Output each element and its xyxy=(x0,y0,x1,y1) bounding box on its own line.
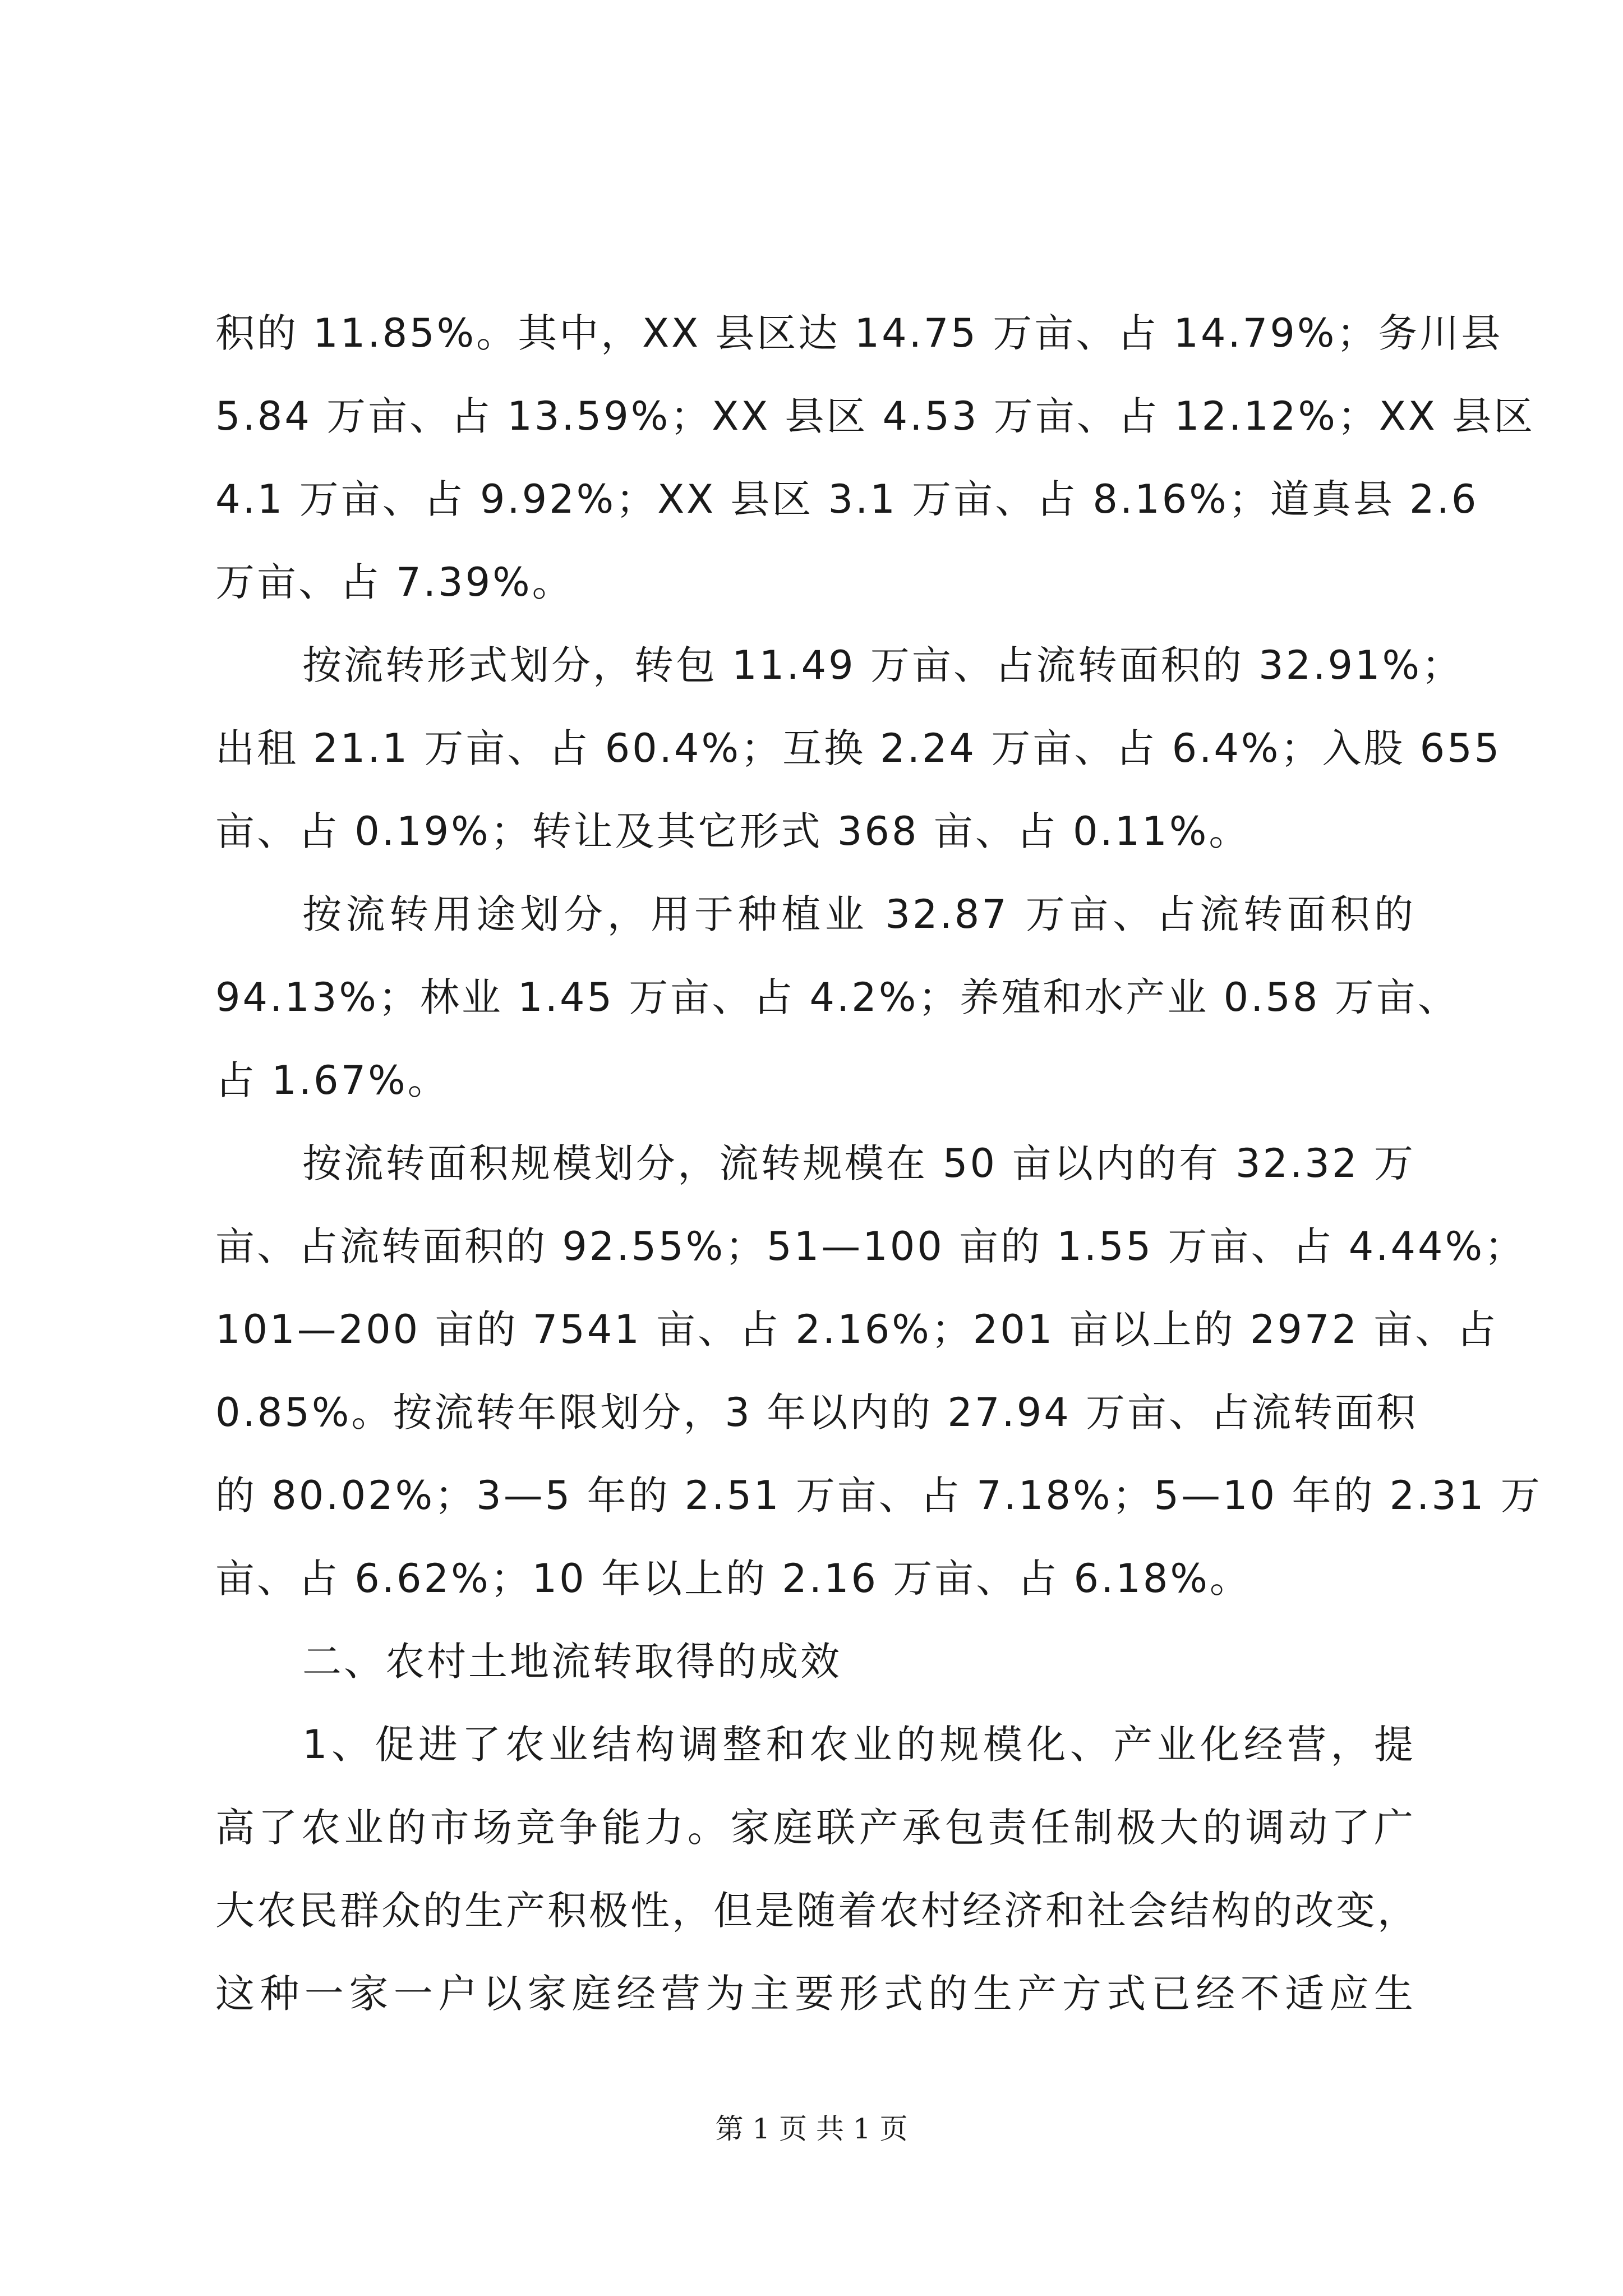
text-line: 按流转用途划分，用于种植业 32.87 万亩、占流转面积的 xyxy=(302,891,1415,937)
text-line: 亩、占流转面积的 92.55%；51—100 亩的 1.55 万亩、占 4.44%； xyxy=(215,1223,1527,1269)
text-line: 万亩、占 7.39%。 xyxy=(215,559,574,605)
text-line: 积的 11.85%。其中，XX 县区达 14.75 万亩、占 14.79%；务川县 xyxy=(215,310,1503,356)
text-line: 101—200 亩的 7541 亩、占 2.16%；201 亩以上的 2972 亩、占 xyxy=(215,1306,1498,1352)
text-line: 高了农业的市场竞争能力。家庭联产承包责任制极大的调动了广 xyxy=(215,1805,1415,1851)
text-line: 按流转面积规模划分，流转规模在 50 亩以内的有 32.32 万 xyxy=(302,1140,1415,1186)
document-body xyxy=(215,292,1542,2035)
text-line: 占 1.67%。 xyxy=(215,1057,449,1103)
text-line: 1、促进了农业结构调整和农业的规模化、产业化经营，提 xyxy=(302,1722,1415,1768)
text-line: 大农民群众的生产积极性，但是随着农村经济和社会结构的改变， xyxy=(215,1888,1419,1934)
section-heading: 二、农村土地流转取得的成效 xyxy=(302,1639,842,1685)
text-line: 亩、占 0.19%；转让及其它形式 368 亩、占 0.11%。 xyxy=(215,808,1251,854)
text-line: 亩、占 6.62%；10 年以上的 2.16 万亩、占 6.18%。 xyxy=(215,1556,1251,1602)
text-line: 5.84 万亩、占 13.59%；XX 县区 4.53 万亩、占 12.12%；XX 县区 xyxy=(215,393,1536,439)
text-line: 94.13%；林业 1.45 万亩、占 4.2%；养殖和水产业 0.58 万亩、 xyxy=(215,974,1459,1020)
text-line: 的 80.02%；3—5 年的 2.51 万亩、占 7.18%；5—10 年的 2.31 万 xyxy=(215,1473,1542,1519)
text-line: 这种一家一户以家庭经营为主要形式的生产方式已经不适应生 xyxy=(215,1971,1415,2017)
text-line: 按流转形式划分，转包 11.49 万亩、占流转面积的 32.91%； xyxy=(302,642,1464,688)
text-line: 出租 21.1 万亩、占 60.4%；互换 2.24 万亩、占 6.4%；入股 655 xyxy=(215,725,1502,771)
text-line: 0.85%。按流转年限划分，3 年以内的 27.94 万亩、占流转面积 xyxy=(215,1389,1418,1435)
page-number-footer: 第 1 页 共 1 页 xyxy=(715,2113,908,2145)
text-line: 4.1 万亩、占 9.92%；XX 县区 3.1 万亩、占 8.16%；道真县 2.6 xyxy=(215,476,1479,522)
